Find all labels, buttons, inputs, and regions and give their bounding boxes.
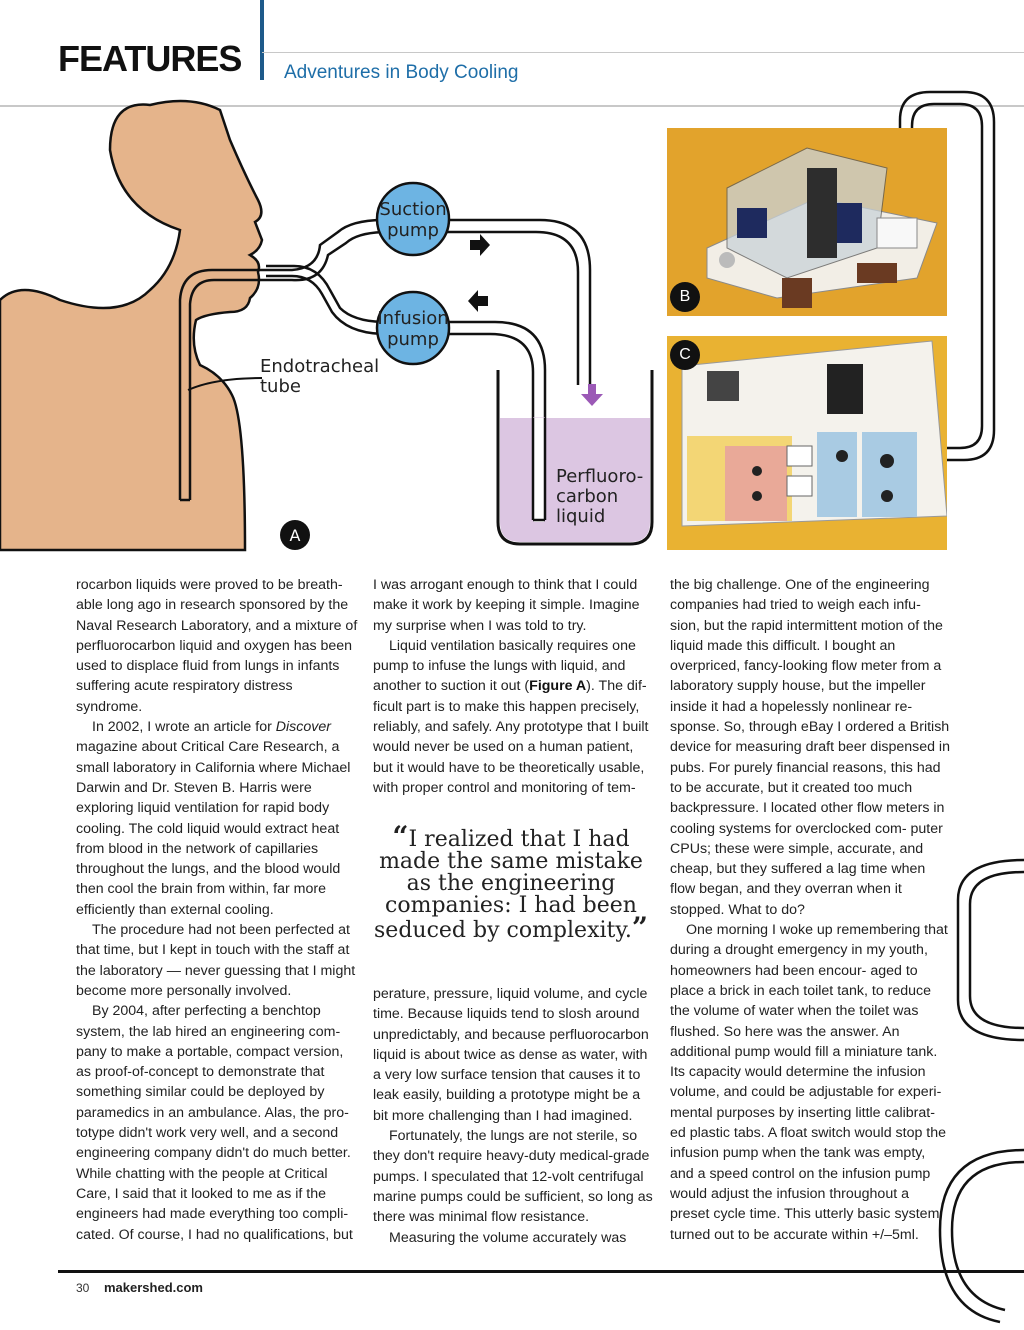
text-column-2-continued: [373, 984, 655, 1248]
liquid-label-3: liquid: [556, 506, 606, 527]
paragraph: Measuring the volume accurately was: [389, 1229, 627, 1246]
page-number: 30: [76, 1281, 90, 1295]
article-subtitle: Adventures in Body Cooling: [284, 62, 519, 83]
endotracheal-label-1: Endotracheal: [260, 356, 380, 377]
photo-b-prototype: [667, 128, 947, 316]
paragraph-figure-ref: Liquid ventilation basically requires one pump to infuse the lungs with liquid, and another to suction it out (Figure A). The dif- ficult part is to make this happen precisely, reliably, and safely. Any prototype that I built would never be used on a human patient, but it would have to be theoretically usable, with proper control and monitoring of tem-: [373, 637, 649, 796]
paragraph: By 2004, after perfecting a benchtop system, the lab hired an engineering com- pany to make a portable, compact version, as proof-of-concept to demonstrate that something similar could be deployed by paramedics in an ambulance. Alas, the pro- totype didn't work very well, and a second engineering company didn't do much better. While chatting with the people at Critical Care, I said that it looked to me as if the engineers had made everything too compli- cated. Of course, I had no qualifications, but: [76, 1003, 353, 1243]
text-column-1: [76, 575, 358, 1245]
paragraph: One morning I woke up remembering that during a drought emergency in my youth, homeowners had been encour- aged to place a brick in each toilet tank, to reduce the volume of water when the toilet was flushed. So here was the answer. An additional pump would fill a miniature tank. Its capacity would determine the infusion volume, and could be adjustable for experi- mental purposes by inserting little calibrat- ed plastic tabs. A float switch would stop the infusion pump when the tank was empty, and a speed control on the infusion pump would adjust the infusion throughout a preset cycle time. This utterly basic system turned out to be accurate within +/–5ml.: [670, 922, 948, 1243]
paragraph: Fortunately, the lungs are not sterile, so they don't require heavy-duty medical-grade pumps. I speculated that 12-volt centrifugal marine pumps could be sufficient, so long as there was minimal flow resistance.: [373, 1128, 653, 1226]
paragraph: rocarbon liquids were proved to be breath- able long ago in research sponsored by the Naval Research Laboratory, and a mixture of perfluorocarbon liquid and oxygen has been used to displace fluid from lungs in infants suffering acute respiratory distress syndrome.: [76, 577, 358, 715]
photo-c-label: C: [670, 340, 700, 370]
paragraph: the big challenge. One of the engineering companies had tried to weigh each infu- sion, but the rapid intermittent motion of the liquid made this difficult. I bought an overpriced, fancy-looking flow meter from a laboratory supply house, but the impeller inside it had a hopelessly nonlinear re- sponse. So, through eBay I ordered a British device for measuring draft beer dispensed in pubs. For purely financial reasons, this had to be accurate, but it created too much backpressure. I located other flow meters in cooling systems for overclocked com- puter CPUs; these were simple, accurate, and cheap, but they suffered a lag time when flow began, and they overran when it stopped. What to do?: [670, 577, 950, 918]
photo-c-control-panel: [667, 336, 947, 550]
text-column-3: [670, 575, 950, 1245]
figure-a-label: A: [289, 526, 301, 545]
paragraph: perature, pressure, liquid volume, and cycle time. Because liquids tend to slosh around unpredictably, and because perfluorocarbon liquid is about twice as dense as water, with a very low surface tension that causes it to leak easily, building a prototype might be a bit more challenging than I had imagined.: [373, 986, 649, 1124]
paragraph: I was arrogant enough to think that I could make it work by keeping it simple. Imagine my surprise when I was told to try.: [373, 577, 640, 634]
liquid-label-1: Perfluoro-: [556, 466, 644, 487]
suction-pump-label-1: Suction: [379, 199, 447, 220]
text-column-2: [373, 575, 655, 798]
liquid-label-2: carbon: [556, 486, 619, 507]
section-title: FEATURES: [58, 38, 242, 79]
endotracheal-label-2: tube: [260, 376, 301, 397]
flow-arrow-right: [470, 234, 490, 256]
pull-quote: [372, 820, 650, 944]
infusion-pump-label-2: pump: [387, 329, 439, 350]
flow-arrow-left: [468, 290, 488, 312]
infusion-pump-label-1: Infusion: [377, 308, 449, 329]
head-silhouette: [0, 101, 262, 550]
publication-title: Discover: [275, 719, 331, 736]
photo-b-label: B: [670, 282, 700, 312]
figure-reference: Figure A: [529, 678, 587, 695]
close-quote-mark: ”: [631, 911, 648, 944]
paragraph: The procedure had not been perfected at that time, but I kept in touch with the staff at the laboratory — never guessing that I might become more personally involved.: [76, 922, 356, 999]
figure-a-diagram: [0, 0, 660, 560]
paragraph-discover: In 2002, I wrote an article for Discover magazine about Critical Care Research, a small laboratory in California where Michael Darwin and Dr. Steven B. Harris were exploring liquid ventilation for rapid body cooling. The cold liquid would extract heat from blood in the network of capillaries throughout the lungs, and the blood would then cool the brain from within, far more efficiently than external cooling.: [76, 719, 351, 918]
pull-quote-text: I realized that I had made the same mistake as the engineering companies: I had been seduced by complexity.: [374, 827, 643, 943]
suction-pump-label-2: pump: [387, 220, 439, 241]
flow-arrow-down: [581, 384, 603, 406]
footer-website-link[interactable]: makershed.com: [104, 1280, 203, 1295]
footer-rule: [58, 1270, 1024, 1273]
open-quote-mark: “: [392, 820, 409, 853]
